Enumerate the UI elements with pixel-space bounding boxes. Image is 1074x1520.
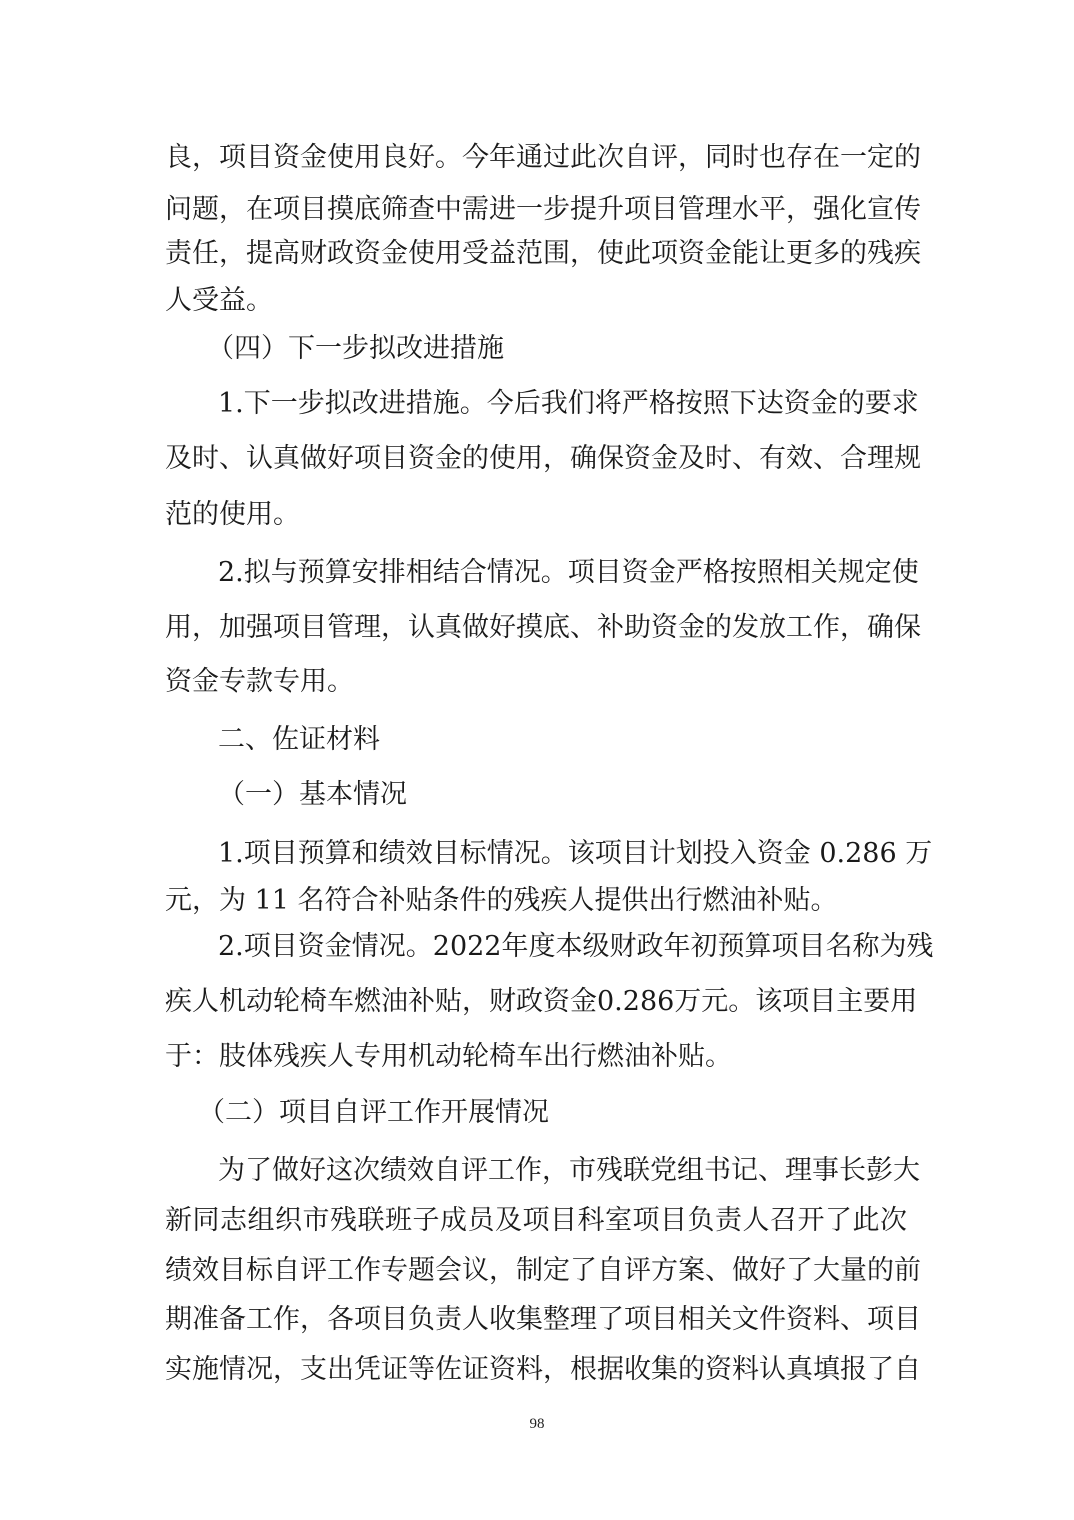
- paragraph-line: 1.下一步拟改进措施。今后我们将严格按照下达资金的要求: [218, 388, 919, 419]
- paragraph-line: 1.项目预算和绩效目标情况。该项目计划投入资金 0.286 万: [218, 838, 933, 869]
- section-heading: （一）基本情况: [218, 779, 407, 810]
- paragraph-line: 人受益。: [165, 285, 273, 316]
- paragraph-line: 于：肢体残疾人专用机动轮椅车出行燃油补贴。: [165, 1041, 732, 1072]
- page-number: 98: [529, 1416, 545, 1432]
- paragraph-line: 实施情况，支出凭证等佐证资料，根据收集的资料认真填报了自: [165, 1354, 921, 1385]
- paragraph-line: 良，项目资金使用良好。今年通过此次自评，同时也存在一定的: [165, 142, 921, 173]
- paragraph-line: 资金专款专用。: [165, 666, 354, 697]
- paragraph-line: 2.拟与预算安排相结合情况。项目资金严格按照相关规定使: [218, 557, 919, 588]
- section-heading: 二、佐证材料: [218, 724, 380, 755]
- paragraph-line: 疾人机动轮椅车燃油补贴，财政资金0.286万元。该项目主要用: [165, 986, 918, 1017]
- paragraph-line: 问题，在项目摸底筛查中需进一步提升项目管理水平，强化宣传: [165, 194, 921, 225]
- paragraph-line: 范的使用。: [165, 499, 300, 530]
- paragraph-line: 新同志组织市残联班子成员及项目科室项目负责人召开了此次: [165, 1205, 907, 1236]
- paragraph-line: 2.项目资金情况。2022年度本级财政年初预算项目名称为残: [218, 931, 934, 962]
- paragraph-line: 责任，提高财政资金使用受益范围，使此项资金能让更多的残疾: [165, 238, 921, 269]
- paragraph-line: 为了做好这次绩效自评工作，市残联党组书记、理事长彭大: [218, 1155, 920, 1186]
- section-heading: （四）下一步拟改进措施: [207, 333, 504, 364]
- paragraph-line: 元，为 11 名符合补贴条件的残疾人提供出行燃油补贴。: [165, 885, 838, 916]
- section-heading: （二）项目自评工作开展情况: [198, 1097, 549, 1128]
- paragraph-line: 及时、认真做好项目资金的使用，确保资金及时、有效、合理规: [165, 443, 921, 474]
- paragraph-line: 用，加强项目管理，认真做好摸底、补助资金的发放工作，确保: [165, 612, 921, 643]
- paragraph-line: 期准备工作，各项目负责人收集整理了项目相关文件资料、项目: [165, 1304, 921, 1335]
- paragraph-line: 绩效目标自评工作专题会议，制定了自评方案、做好了大量的前: [165, 1255, 921, 1286]
